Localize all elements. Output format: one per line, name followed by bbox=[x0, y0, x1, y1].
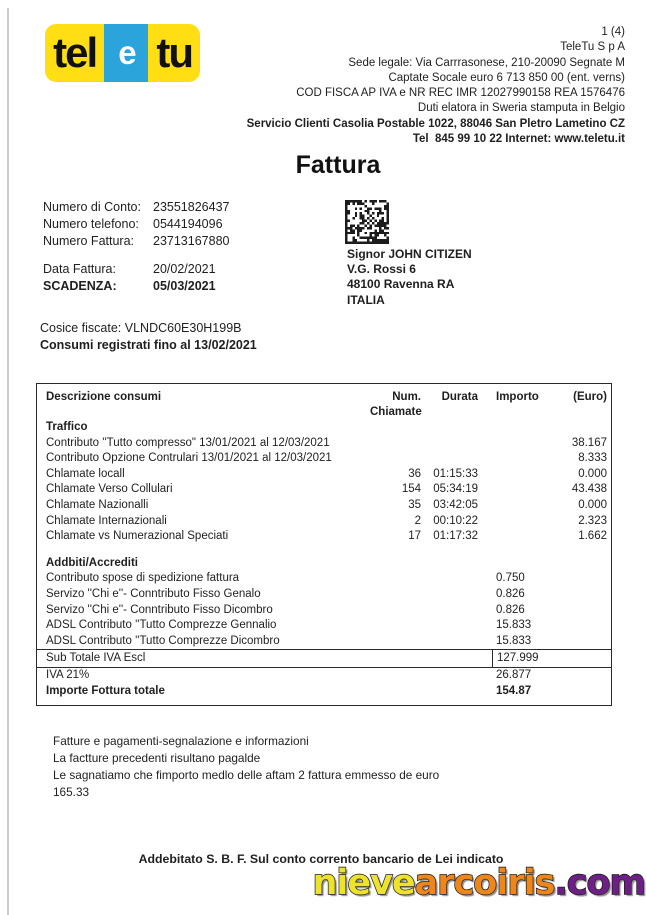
row-description: Contributo Opzione Contrulari 13/01/2021 al 12/03/2021 bbox=[46, 452, 332, 465]
company-capital-line: Captate Socale euro 6 713 850 00 (ent. verns) bbox=[388, 71, 625, 84]
account-row bbox=[43, 233, 229, 250]
table-section-row bbox=[37, 556, 611, 572]
recipient-country: ITALIA bbox=[347, 292, 385, 307]
watermark-part-3: .com bbox=[554, 863, 645, 903]
row-importo: 0.826 bbox=[496, 603, 525, 616]
note-line: La factture precedenti risultano pagalde bbox=[53, 751, 261, 765]
table-row bbox=[37, 571, 611, 587]
recipient-city: 48100 Ravenna RA bbox=[347, 277, 455, 292]
fiscal-block bbox=[40, 320, 257, 354]
row-description: Servizo ''Chi e''- Conntributo Fisso Dicombro bbox=[46, 603, 273, 616]
invoice-number-value: 23713167880 bbox=[153, 234, 230, 248]
subtotal-label: Sub Totale IVA Escl bbox=[46, 652, 146, 665]
company-name: TeleTu S p A bbox=[560, 41, 625, 54]
col-header-euro: (Euro) bbox=[573, 391, 607, 403]
table-row bbox=[37, 482, 611, 498]
watermark-part-1: nieve bbox=[312, 863, 415, 903]
row-num: 35 bbox=[408, 498, 421, 511]
invoice-number-label: Numero Fattura: bbox=[43, 234, 135, 248]
table-row bbox=[37, 634, 611, 650]
account-info-block bbox=[43, 199, 229, 295]
row-importo: 0.826 bbox=[496, 587, 525, 600]
table-header-row bbox=[37, 390, 611, 420]
row-euro: 0.000 bbox=[578, 498, 607, 511]
row-num: 36 bbox=[408, 467, 421, 480]
table-row bbox=[37, 529, 611, 545]
scan-edge-line bbox=[7, 8, 9, 915]
col-header-description: Descrizione consumi bbox=[46, 391, 162, 403]
due-date-label: SCADENZA: bbox=[43, 279, 117, 293]
row-num: 17 bbox=[408, 530, 421, 543]
total-label: Importe Fottura totale bbox=[46, 684, 165, 697]
account-number-value: 23551826437 bbox=[153, 200, 230, 214]
page-number: 1 (4) bbox=[601, 26, 625, 38]
logo-text-tu: tu bbox=[156, 29, 193, 76]
company-header-block bbox=[247, 25, 625, 147]
consumption-registered-line: Consumi registrati fino al 13/02/2021 bbox=[40, 338, 257, 352]
document-title: Fattura bbox=[295, 151, 381, 179]
recipient-name: Signor JOHN CITIZEN bbox=[347, 247, 472, 261]
table-row bbox=[37, 436, 611, 452]
total-value: 154.87 bbox=[496, 684, 532, 697]
row-durata: 01:15:33 bbox=[433, 467, 478, 480]
row-euro: 2.323 bbox=[578, 514, 607, 527]
note-line: 165.33 bbox=[53, 785, 90, 799]
row-durata: 05:34:19 bbox=[433, 483, 478, 496]
footer-notes-block bbox=[53, 733, 439, 801]
subtotal-value: 127.999 bbox=[492, 650, 566, 667]
row-description: Chlamate Verso Collulari bbox=[46, 483, 173, 496]
row-description: Chlamate Internazionali bbox=[46, 514, 167, 527]
row-durata: 03:42:05 bbox=[433, 498, 478, 511]
account-row bbox=[43, 261, 229, 278]
logo-text-e: e bbox=[104, 24, 148, 82]
account-row bbox=[43, 216, 229, 233]
row-durata: 01:17:32 bbox=[433, 530, 478, 543]
col-header-chiamate: Chiamate bbox=[370, 406, 422, 418]
note-line: Fatture e pagamenti-segnalazione e informazioni bbox=[53, 734, 309, 748]
row-description: ADSL Contributo ''Tutto Comprezze Gennalio bbox=[46, 619, 277, 632]
bank-debit-line: Addebitato S. B. F. Sul conto corrento bancario de Lei indicato bbox=[138, 852, 504, 866]
teletu-logo bbox=[45, 24, 200, 82]
row-euro: 0.000 bbox=[578, 467, 607, 480]
consumption-table bbox=[36, 383, 612, 706]
row-euro: 1.662 bbox=[578, 530, 607, 543]
table-section-gap bbox=[37, 545, 611, 556]
table-row bbox=[37, 618, 611, 634]
table-row bbox=[37, 514, 611, 530]
row-description: Contributo spose di spedizione fattura bbox=[46, 572, 240, 585]
row-description: Chlamate Nazionalli bbox=[46, 498, 149, 511]
table-row bbox=[37, 467, 611, 483]
phone-internet-line: Tel 845 99 10 22 Internet: www.teletu.it bbox=[412, 133, 625, 146]
customer-service-line: Servicio Clienti Casolia Postable 1022, 88046 San Pletro Lametino CZ bbox=[246, 117, 625, 130]
row-description: Chlamate locall bbox=[46, 467, 125, 480]
vat-label: IVA 21% bbox=[46, 669, 90, 682]
row-description: ADSL Contributo ''Tutto Comprezze Dicombro bbox=[46, 634, 280, 647]
company-address-line: Sede legale: Via Carrrasonese, 210-20090 Segnate M bbox=[348, 56, 625, 69]
total-row bbox=[37, 684, 611, 700]
company-print-line: Duti elatora in Sweria stamputa in Belgio bbox=[417, 102, 625, 115]
col-header-num-chiamate bbox=[370, 390, 421, 420]
note-line: Le sagnatiamo che fimporto medlo delle aftam 2 fattura emmesso de euro bbox=[53, 768, 440, 782]
row-durata: 00:10:22 bbox=[433, 514, 478, 527]
logo-text-tel: tel bbox=[53, 29, 97, 76]
recipient-street: V.G. Rossi 6 bbox=[347, 262, 416, 277]
subtotal-row bbox=[37, 649, 611, 668]
due-date-value: 05/03/2021 bbox=[153, 279, 216, 293]
vat-row bbox=[37, 668, 611, 684]
row-importo: 15.833 bbox=[496, 619, 532, 632]
table-row bbox=[37, 587, 611, 603]
phone-number-value: 0544194096 bbox=[153, 217, 223, 231]
phone-number-label: Numero telefono: bbox=[43, 217, 139, 231]
invoice-date-label: Data Fattura: bbox=[43, 262, 116, 276]
table-row bbox=[37, 451, 611, 467]
col-header-durata: Durata bbox=[441, 391, 478, 403]
row-euro: 43.438 bbox=[571, 483, 607, 496]
company-fiscal-line: COD FISCA AP IVA e NR REC IMR 12027990158 REA 1576476 bbox=[296, 87, 625, 100]
col-header-num: Num. bbox=[392, 391, 421, 403]
row-importo: 0.750 bbox=[496, 572, 525, 585]
row-euro: 8.333 bbox=[578, 452, 607, 465]
row-num: 154 bbox=[401, 483, 421, 496]
row-description: Contributo ''Tutto compresso" 13/01/2021 al 12/03/2021 bbox=[46, 436, 330, 449]
invoice-date-value: 20/02/2021 bbox=[153, 262, 216, 276]
fiscal-code-line: Cosice fiscate: VLNDC60E30H199B bbox=[40, 321, 242, 335]
datamatrix-code bbox=[345, 200, 389, 244]
row-importo: 15.833 bbox=[496, 634, 532, 647]
recipient-address-block bbox=[347, 247, 472, 308]
table-row bbox=[37, 603, 611, 619]
row-num: 2 bbox=[414, 514, 421, 527]
account-row bbox=[43, 278, 229, 295]
vat-value: 26.877 bbox=[496, 669, 532, 682]
watermark-part-2: arcoiris bbox=[414, 863, 555, 903]
account-row bbox=[43, 199, 229, 216]
watermark-text bbox=[312, 863, 645, 903]
account-number-label: Numero di Conto: bbox=[43, 200, 141, 214]
row-description: Chlamate vs Numerazional Speciati bbox=[46, 530, 229, 543]
col-header-importo: Importo bbox=[496, 391, 539, 403]
section-title: Traffico bbox=[46, 421, 88, 433]
section-title: Addbiti/Accrediti bbox=[46, 556, 139, 569]
row-euro: 38.167 bbox=[571, 436, 607, 449]
row-description: Servizo ''Chi e''- Conntributo Fisso Genalo bbox=[46, 587, 261, 600]
table-section-row bbox=[37, 420, 611, 436]
table-row bbox=[37, 498, 611, 514]
